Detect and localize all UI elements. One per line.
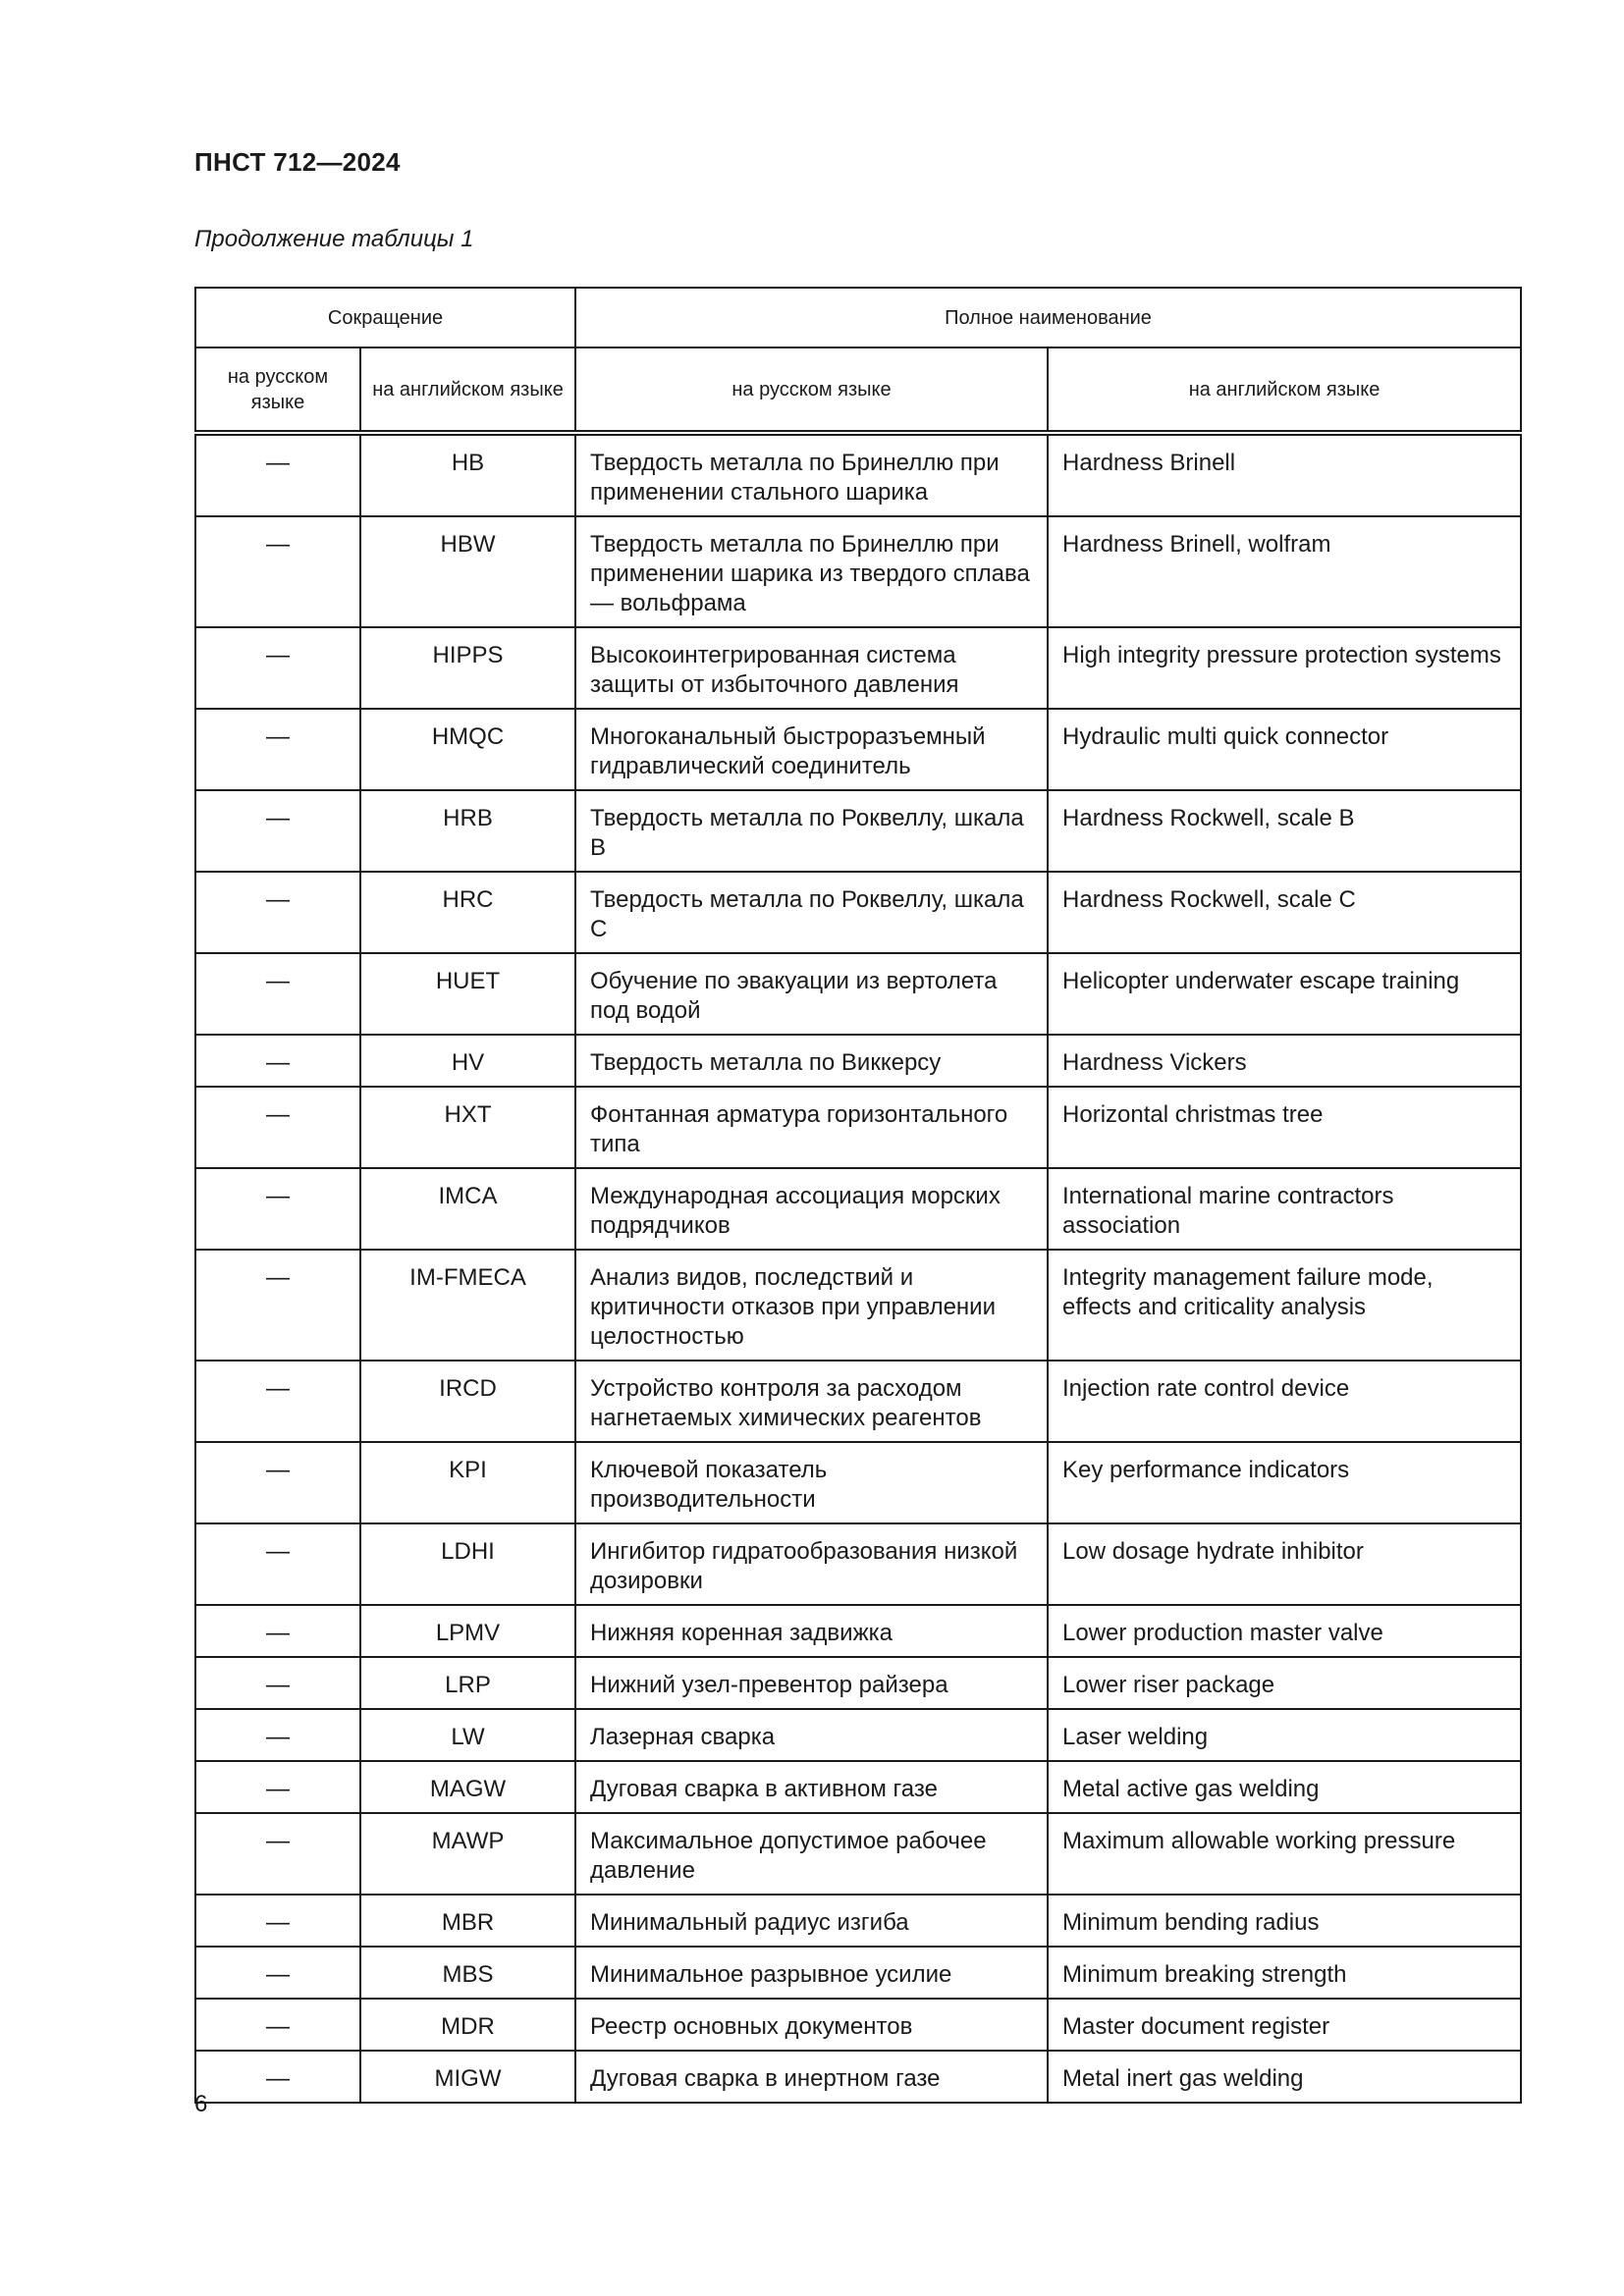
table-row (195, 1035, 1521, 1087)
russian-abbreviation-cell: — (195, 1657, 360, 1709)
table-row (195, 1761, 1521, 1813)
table-row (195, 953, 1521, 1035)
english-abbreviation-cell: IMCA (360, 1168, 575, 1250)
english-full-name-cell: Minimum breaking strength (1048, 1947, 1521, 1999)
english-abbreviation-cell: MBS (360, 1947, 575, 1999)
russian-full-name-cell: Ингибитор гидратообразования низкой дозировки (575, 1523, 1048, 1605)
table-row (195, 1709, 1521, 1761)
english-abbreviation-cell: MAWP (360, 1813, 575, 1895)
english-abbreviation-cell: MDR (360, 1999, 575, 2051)
header-name-russian: на русском языке (575, 347, 1048, 433)
english-abbreviation-cell: LPMV (360, 1605, 575, 1657)
russian-full-name-cell: Твердость металла по Роквеллу, шкала С (575, 872, 1048, 953)
table-row (195, 1523, 1521, 1605)
russian-abbreviation-cell: — (195, 872, 360, 953)
table-row (195, 1895, 1521, 1947)
russian-full-name-cell: Минимальное разрывное усилие (575, 1947, 1048, 1999)
header-full-name: Полное наименование (575, 288, 1521, 347)
russian-abbreviation-cell: — (195, 1999, 360, 2051)
russian-abbreviation-cell: — (195, 1813, 360, 1895)
english-full-name-cell: Key performance indicators (1048, 1442, 1521, 1523)
english-abbreviation-cell: HBW (360, 516, 575, 627)
russian-full-name-cell: Анализ видов, последствий и критичности отказов при управлении целостностью (575, 1250, 1048, 1361)
english-abbreviation-cell: HV (360, 1035, 575, 1087)
english-full-name-cell: Hydraulic multi quick connector (1048, 709, 1521, 790)
russian-full-name-cell: Дуговая сварка в инертном газе (575, 2051, 1048, 2103)
english-full-name-cell: Hardness Brinell, wolfram (1048, 516, 1521, 627)
russian-abbreviation-cell: — (195, 1523, 360, 1605)
english-abbreviation-cell: HB (360, 433, 575, 516)
table-row (195, 1168, 1521, 1250)
english-full-name-cell: Horizontal christmas tree (1048, 1087, 1521, 1168)
header-name-english: на английском языке (1048, 347, 1521, 433)
russian-abbreviation-cell: — (195, 953, 360, 1035)
russian-abbreviation-cell: — (195, 1761, 360, 1813)
english-full-name-cell: Metal active gas welding (1048, 1761, 1521, 1813)
table-row (195, 1605, 1521, 1657)
english-abbreviation-cell: KPI (360, 1442, 575, 1523)
header-abbr-english: на английском языке (360, 347, 575, 433)
english-abbreviation-cell: MBR (360, 1895, 575, 1947)
english-abbreviation-cell: MIGW (360, 2051, 575, 2103)
russian-full-name-cell: Обучение по эвакуации из вертолета под водой (575, 953, 1048, 1035)
russian-full-name-cell: Твердость металла по Виккерсу (575, 1035, 1048, 1087)
english-full-name-cell: Master document register (1048, 1999, 1521, 2051)
english-abbreviation-cell: HRC (360, 872, 575, 953)
russian-full-name-cell: Твердость металла по Бринеллю при применении шарика из твердого сплава — вольфрама (575, 516, 1048, 627)
english-full-name-cell: Minimum bending radius (1048, 1895, 1521, 1947)
table-group-header-row (195, 288, 1521, 347)
english-full-name-cell: Lower riser package (1048, 1657, 1521, 1709)
russian-abbreviation-cell: — (195, 1947, 360, 1999)
english-full-name-cell: Hardness Brinell (1048, 433, 1521, 516)
english-abbreviation-cell: HUET (360, 953, 575, 1035)
table-row (195, 709, 1521, 790)
russian-full-name-cell: Дуговая сварка в активном газе (575, 1761, 1048, 1813)
english-abbreviation-cell: HRB (360, 790, 575, 872)
russian-abbreviation-cell: — (195, 516, 360, 627)
table-row (195, 516, 1521, 627)
english-abbreviation-cell: IM-FMECA (360, 1250, 575, 1361)
english-full-name-cell: Laser welding (1048, 1709, 1521, 1761)
document-code: ПНСТ 712—2024 (194, 147, 401, 177)
russian-full-name-cell: Фонтанная арматура горизонтального типа (575, 1087, 1048, 1168)
english-abbreviation-cell: IRCD (360, 1361, 575, 1442)
english-full-name-cell: Low dosage hydrate inhibitor (1048, 1523, 1521, 1605)
table-row (195, 1657, 1521, 1709)
english-abbreviation-cell: HIPPS (360, 627, 575, 709)
russian-abbreviation-cell: — (195, 1709, 360, 1761)
table-sub-header-row (195, 347, 1521, 433)
table-row (195, 872, 1521, 953)
table-row (195, 1999, 1521, 2051)
russian-abbreviation-cell: — (195, 1605, 360, 1657)
russian-full-name-cell: Максимальное допустимое рабочее давление (575, 1813, 1048, 1895)
table-row (195, 1813, 1521, 1895)
russian-abbreviation-cell: — (195, 1250, 360, 1361)
russian-full-name-cell: Минимальный радиус изгиба (575, 1895, 1048, 1947)
table-row (195, 1087, 1521, 1168)
header-abbreviation: Сокращение (195, 288, 575, 347)
table-row (195, 1442, 1521, 1523)
russian-abbreviation-cell: — (195, 1361, 360, 1442)
english-full-name-cell: Hardness Vickers (1048, 1035, 1521, 1087)
russian-full-name-cell: Нижний узел-превентор райзера (575, 1657, 1048, 1709)
english-abbreviation-cell: LDHI (360, 1523, 575, 1605)
english-abbreviation-cell: HMQC (360, 709, 575, 790)
english-full-name-cell: Integrity management failure mode, effects and criticality analysis (1048, 1250, 1521, 1361)
table-continuation-caption: Продолжение таблицы 1 (194, 226, 474, 252)
english-full-name-cell: High integrity pressure protection systems (1048, 627, 1521, 709)
table-row (195, 627, 1521, 709)
english-full-name-cell: International marine contractors association (1048, 1168, 1521, 1250)
english-full-name-cell: Metal inert gas welding (1048, 2051, 1521, 2103)
english-full-name-cell: Lower production master valve (1048, 1605, 1521, 1657)
russian-full-name-cell: Нижняя коренная задвижка (575, 1605, 1048, 1657)
table-body (195, 433, 1521, 2103)
russian-full-name-cell: Лазерная сварка (575, 1709, 1048, 1761)
russian-full-name-cell: Высокоинтегрированная система защиты от избыточного давления (575, 627, 1048, 709)
page-number: 6 (194, 2091, 208, 2117)
table-row (195, 433, 1521, 516)
russian-abbreviation-cell: — (195, 2051, 360, 2103)
table-row (195, 1947, 1521, 1999)
abbreviations-table (194, 287, 1522, 2104)
russian-full-name-cell: Устройство контроля за расходом нагнетаемых химических реагентов (575, 1361, 1048, 1442)
english-abbreviation-cell: LRP (360, 1657, 575, 1709)
russian-abbreviation-cell: — (195, 1087, 360, 1168)
english-abbreviation-cell: MAGW (360, 1761, 575, 1813)
russian-abbreviation-cell: — (195, 1035, 360, 1087)
russian-abbreviation-cell: — (195, 1168, 360, 1250)
english-abbreviation-cell: LW (360, 1709, 575, 1761)
russian-full-name-cell: Твердость металла по Роквеллу, шкала В (575, 790, 1048, 872)
table-row (195, 1361, 1521, 1442)
russian-abbreviation-cell: — (195, 1895, 360, 1947)
russian-abbreviation-cell: — (195, 709, 360, 790)
table-row (195, 790, 1521, 872)
english-full-name-cell: Helicopter underwater escape training (1048, 953, 1521, 1035)
russian-full-name-cell: Многоканальный быстроразъемный гидравлический соединитель (575, 709, 1048, 790)
russian-abbreviation-cell: — (195, 790, 360, 872)
table-row (195, 2051, 1521, 2103)
english-full-name-cell: Injection rate control device (1048, 1361, 1521, 1442)
english-full-name-cell: Maximum allowable working pressure (1048, 1813, 1521, 1895)
table-row (195, 1250, 1521, 1361)
russian-abbreviation-cell: — (195, 433, 360, 516)
russian-abbreviation-cell: — (195, 1442, 360, 1523)
header-abbr-russian: на русском языке (195, 347, 360, 433)
russian-full-name-cell: Ключевой показатель производительности (575, 1442, 1048, 1523)
russian-abbreviation-cell: — (195, 627, 360, 709)
russian-full-name-cell: Международная ассоциация морских подрядчиков (575, 1168, 1048, 1250)
russian-full-name-cell: Твердость металла по Бринеллю при применении стального шарика (575, 433, 1048, 516)
russian-full-name-cell: Реестр основных документов (575, 1999, 1048, 2051)
english-full-name-cell: Hardness Rockwell, scale C (1048, 872, 1521, 953)
english-full-name-cell: Hardness Rockwell, scale B (1048, 790, 1521, 872)
english-abbreviation-cell: HXT (360, 1087, 575, 1168)
